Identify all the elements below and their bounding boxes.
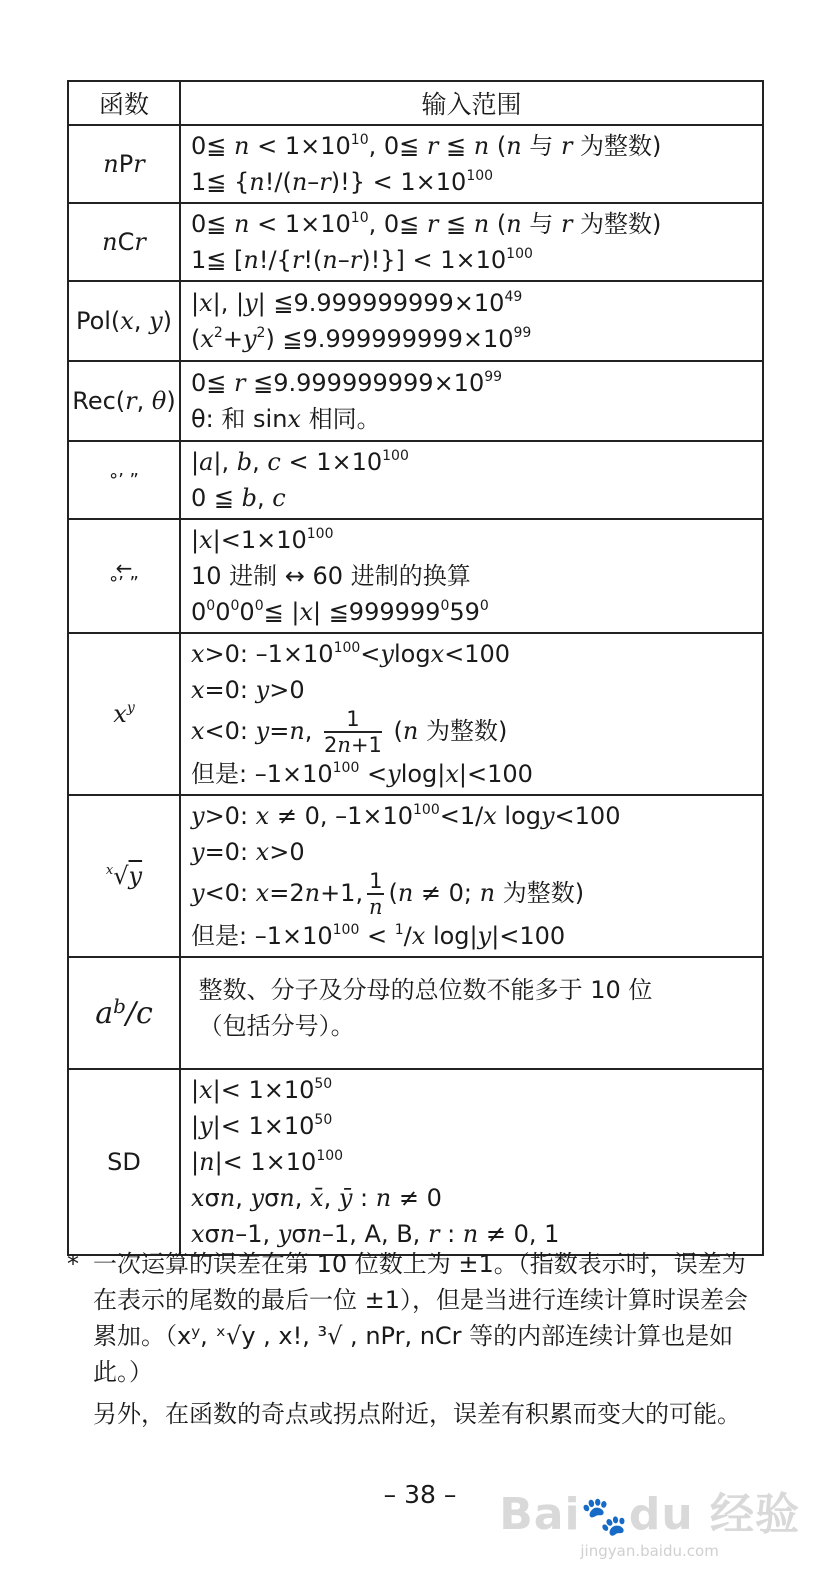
table-row bbox=[68, 795, 763, 957]
range-cell: 0≦ $n < 1\times 10^{10}$, 0≦ r ≦ n (n 与 r 为整数) 1≦ $\{n!/(n-r)!\} < 1\times 10^{100}$ bbox=[180, 125, 763, 203]
function-root: $^x$√y bbox=[68, 795, 180, 957]
watermark-logo-text: Bai🐾du 经验 bbox=[499, 1489, 800, 1540]
range-cell: 0≦ $n < 1\times 10^{10}$, 0≦ r ≦ n (n 与 r 为整数) 1≦ $[n!/\{r!(n-r)!\}] < 1\times 10^{100}$ bbox=[180, 203, 763, 281]
function-ncr: nCr bbox=[68, 203, 180, 281]
function-sd: SD bbox=[68, 1069, 180, 1255]
function-dms: °’ ” bbox=[68, 441, 180, 519]
function-power: $x^y$ bbox=[68, 633, 180, 795]
header-function: 函数 bbox=[68, 81, 180, 125]
table-row bbox=[68, 519, 763, 633]
input-range-table bbox=[67, 80, 764, 1256]
range-cell: y>0: x ≠ 0, $-1\times 10^{100}<1/x$ logy<100 y=0: x>0 y<0: x=2n+1, $\frac{1}{n}$ (n ≠ 0; n 为整数) 但是: $-1\times 10^{100} < ^1/x$ log|y|<100 bbox=[180, 795, 763, 957]
function-npr: nPr bbox=[68, 125, 180, 203]
table-row bbox=[68, 203, 763, 281]
table-row bbox=[68, 441, 763, 519]
table-row bbox=[68, 1069, 763, 1255]
table-row bbox=[68, 361, 763, 441]
range-cell: |a|, b, $c < 1\times 10^{100}$ 0 ≦ b, c bbox=[180, 441, 763, 519]
footnote-text-2: 另外，在函数的奇点或拐点附近，误差有积累而变大的可能。 bbox=[93, 1400, 741, 1428]
baidu-watermark-logo bbox=[499, 1478, 800, 1560]
range-cell: x>0: $-1\times 10^{100}<ylogx<100$ x=0: y>0 x<0: y=n, $\frac{1}{2n+1}$ (n 为整数) 但是: $-1\times 10^{100} <ylog|x|<100$ bbox=[180, 633, 763, 795]
footnote-text: 一次运算的误差在第 10 位数上为 ±1。（指数表示时，误差为在表示的尾数的最后一位 ±1），但是当进行连续计算时误差会累加。（xʸ, ˣ√y , x!, ³√ , nPr, nCr 等的内部连续计算也是如此。） bbox=[93, 1250, 749, 1386]
range-cell: |x|, |y| $≦9.999999999\times 10^{49}$ $(x^2+y^2)$ $≦9.999999999\times 10^{99}$ bbox=[180, 281, 763, 361]
header-input-range: 输入范围 bbox=[180, 81, 763, 125]
footnotes bbox=[67, 1246, 767, 1432]
table-header-row bbox=[68, 81, 763, 125]
range-cell: 整数、分子及分母的总位数不能多于 10 位 （包括分号）。 bbox=[180, 957, 763, 1069]
table-row bbox=[68, 957, 763, 1069]
page-number: – 38 – bbox=[383, 1480, 457, 1509]
table-row bbox=[68, 633, 763, 795]
footnote-2 bbox=[67, 1396, 767, 1432]
footnote-1 bbox=[67, 1246, 767, 1390]
table-row bbox=[68, 281, 763, 361]
range-cell: $|x|<1\times 10^{100}$ 10 进制 ↔ 60 进制的换算 $0^00^00^0≦$ |x| $≦999999^059^0$ bbox=[180, 519, 763, 633]
table-row bbox=[68, 125, 763, 203]
footnote-marker: * bbox=[67, 1250, 79, 1278]
function-dms-reverse: ← °’ ” bbox=[68, 519, 180, 633]
function-rec: Rec(r, θ) bbox=[68, 361, 180, 441]
function-pol: Pol(x, y) bbox=[68, 281, 180, 361]
range-cell: $|x|< 1\times 10^{50}$ $|y|< 1\times 10^{50}$ $|n|< 1\times 10^{100}$ xσn, yσn, x̄, ȳ : n ≠ 0 xσn–1, yσn–1, A, B, r : n ≠ 0, 1 bbox=[180, 1069, 763, 1255]
watermark-url: jingyan.baidu.com bbox=[580, 1542, 719, 1560]
function-fraction: $a^b/c$ bbox=[68, 957, 180, 1069]
range-cell: 0≦ r $≦9.999999999\times 10^{99}$ θ: 和 sinx 相同。 bbox=[180, 361, 763, 441]
